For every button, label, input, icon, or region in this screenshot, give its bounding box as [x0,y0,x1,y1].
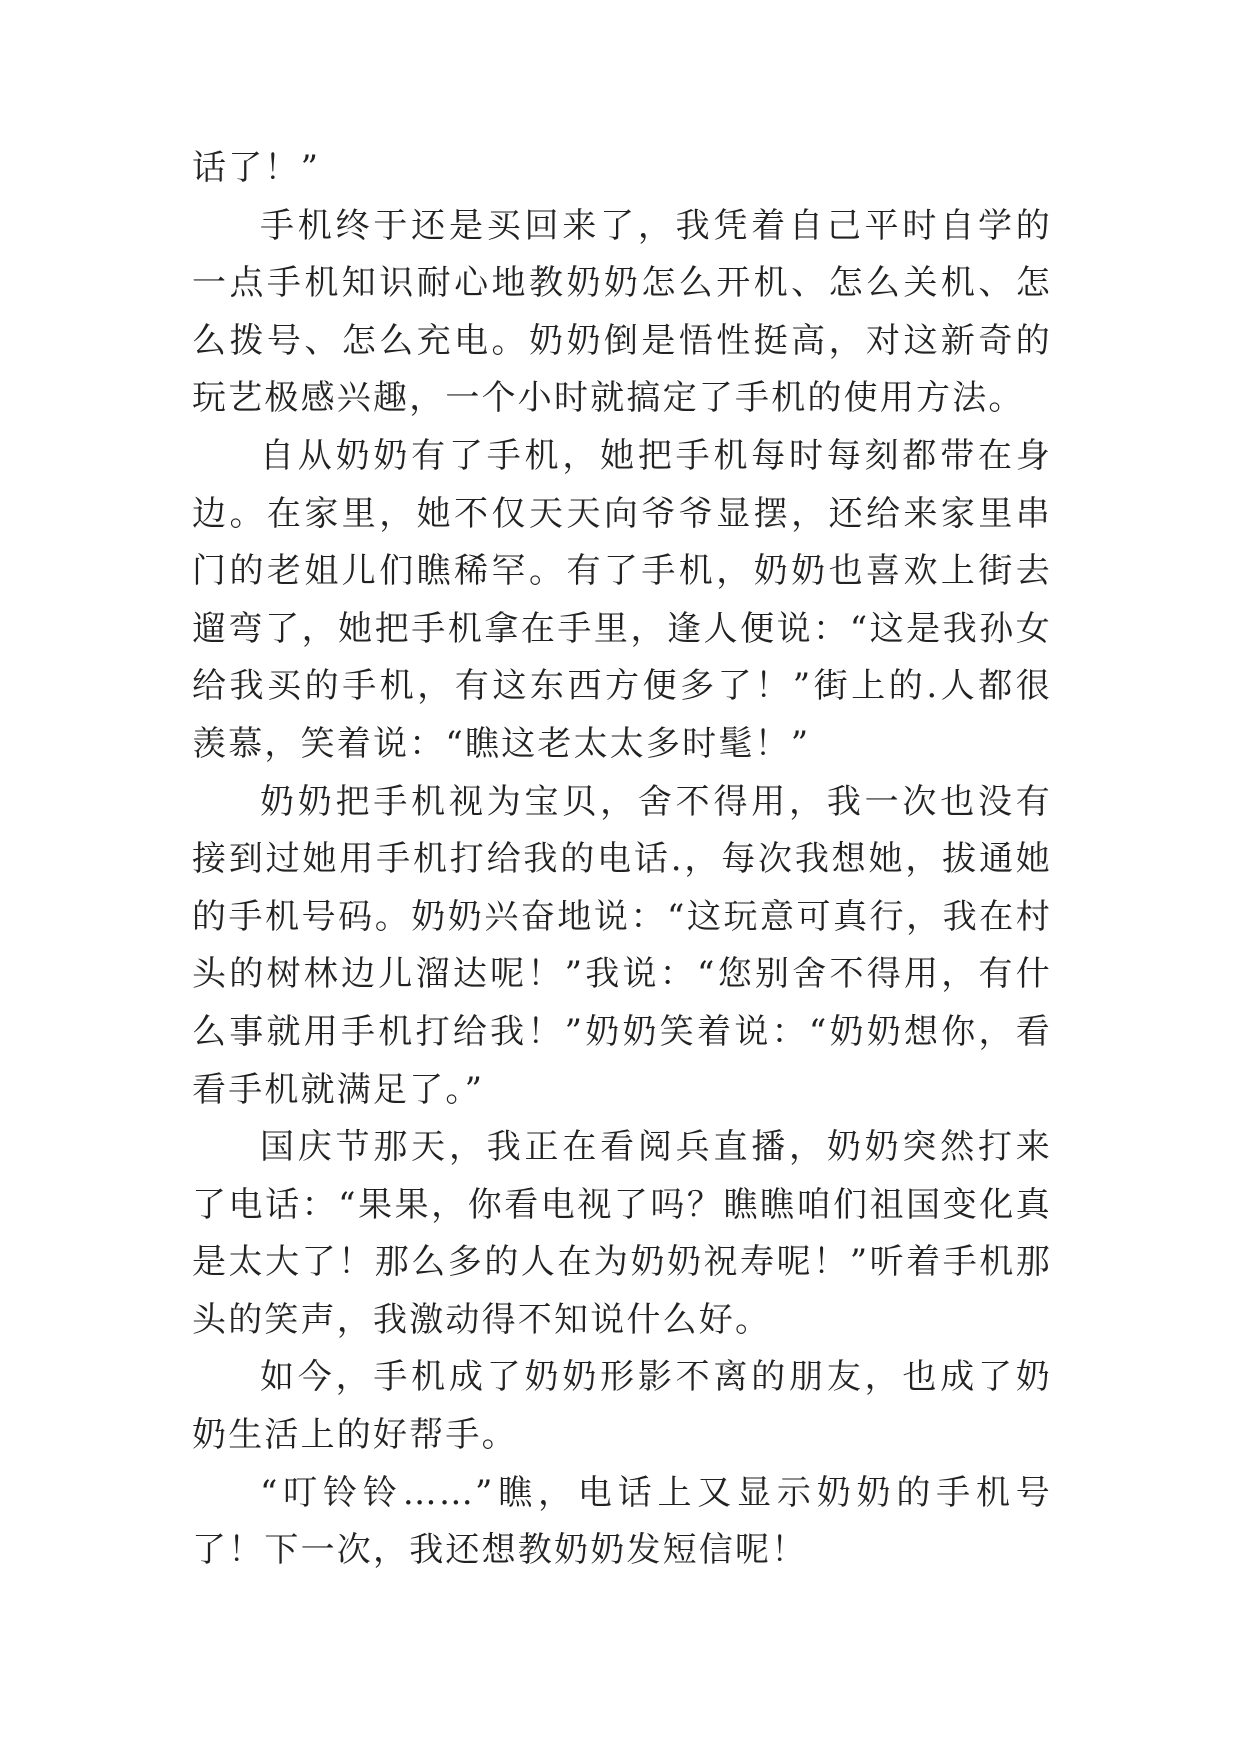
paragraph-3: 自从奶奶有了手机，她把手机每时每刻都带在身边。在家里，她不仅天天向爷爷显摆，还给来家里串门的老姐儿们瞧稀罕。有了手机，奶奶也喜欢上街去遛弯了，她把手机拿在手里，逢人便说：“这是我孙女给我买的手机，有这东西方便多了！”街上的.人都很羡慕，笑着说：“瞧这老太太多时髦！” [192,435,1052,764]
paragraph-6: 如今，手机成了奶奶形影不离的朋友，也成了奶奶生活上的好帮手。 [192,1357,1052,1456]
paragraph-5: 国庆节那天，我正在看阅兵直播，奶奶突然打来了电话：“果果，你看电视了吗？瞧瞧咱们祖国变化真是太大了！那么多的人在为奶奶祝寿呢！”听着手机那头的笑声，我激动得不知说什么好。 [192,1127,1052,1340]
paragraph-1: 话了！” [192,148,321,188]
paragraph-2: 手机终于还是买回来了，我凭着自己平时自学的一点手机知识耐心地教奶奶怎么开机、怎么关机、怎么拨号、怎么充电。奶奶倒是悟性挺高，对这新奇的玩艺极感兴趣，一个小时就搞定了手机的使用方法。 [192,205,1052,419]
article-body [192,140,1052,1580]
paragraph-4: 奶奶把手机视为宝贝，舍不得用，我一次也没有接到过她用手机打给我的电话.，每次我想她，拔通她的手机号码。奶奶兴奋地说：“这玩意可真行，我在村头的树林边儿溜达呢！”我说：“您别舍不得用，有什么事就用手机打给我！”奶奶笑着说：“奶奶想你，看看手机就满足了。” [192,781,1052,1110]
paragraph-7: “叮铃铃……”瞧，电话上又显示奶奶的手机号了！下一次，我还想教奶奶发短信呢！ [192,1472,1052,1571]
